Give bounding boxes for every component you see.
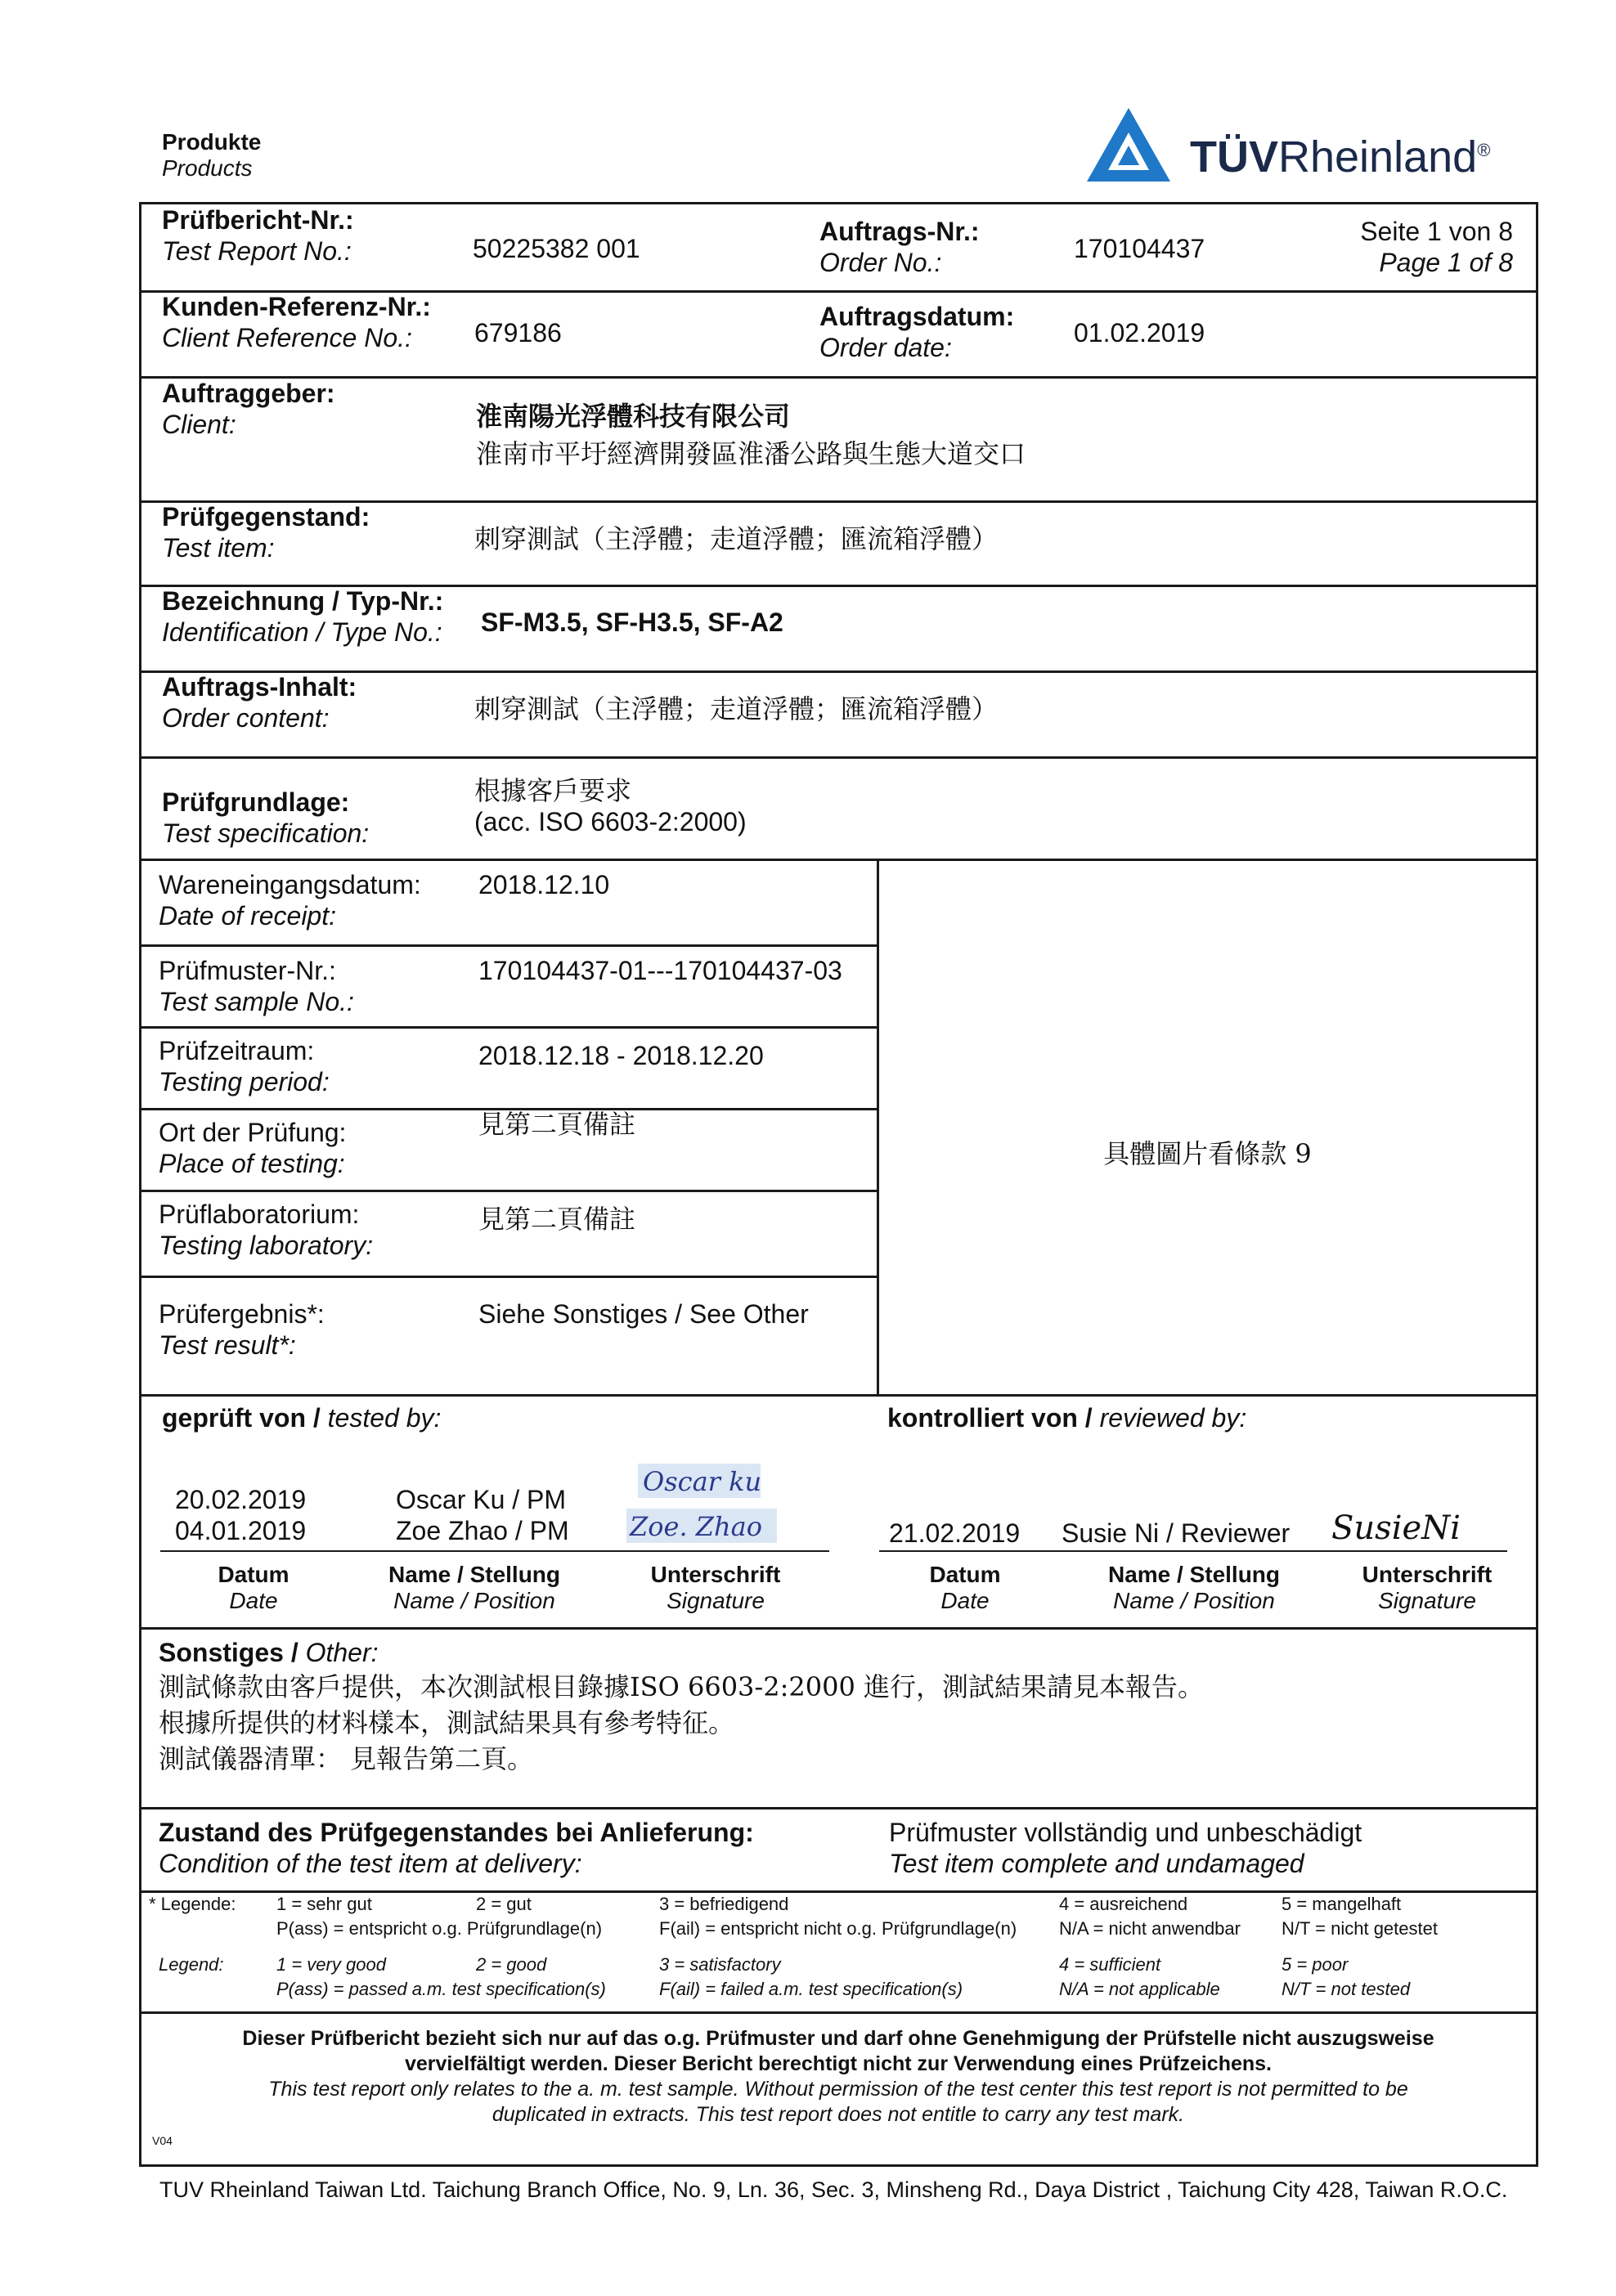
category-en: Products xyxy=(162,155,253,181)
tested-sign-header: Unterschrift Signature xyxy=(650,1562,781,1613)
disclaimer: Dieser Prüfbericht bezieht sich nur auf das o.g. Prüfmuster und darf ohne Genehmigung der Prüfstelle nicht auszugsweise vervielfältigt werden. Dieser Bericht berechtigt nicht zur Verwendung eines Prüfzeichens. This test report only relates to the a. m. test sample. Without permission of the test center this test report is not permitted to be duplicated in extracts. This test report does not entitle to carry any test mark. xyxy=(242,2027,1434,2126)
legend-en-3: 3 = satisfactory xyxy=(659,1954,781,1975)
lab-value: 見第二頁備註 xyxy=(478,1204,636,1235)
legend-de-1: 1 = sehr gut xyxy=(276,1894,372,1914)
client-name: 淮南陽光浮體科技有限公司 xyxy=(476,401,791,432)
legend-de-pass: P(ass) = entspricht o.g. Prüfgrundlage(n) xyxy=(276,1918,603,1939)
test-item-label: Prüfgegenstand: Test item: xyxy=(162,502,370,563)
spec-label: Prüfgrundlage: Test specification: xyxy=(162,787,370,848)
legend-de-3: 3 = befriedigend xyxy=(659,1894,789,1914)
client-ref-value: 679186 xyxy=(474,318,562,348)
sample-no-label: Prüfmuster-Nr.: Test sample No.: xyxy=(159,956,354,1016)
logo-registered: ® xyxy=(1477,140,1491,160)
report-no-value: 50225382 001 xyxy=(473,234,640,263)
legend-de-5: 5 = mangelhaft xyxy=(1282,1894,1402,1914)
products-header xyxy=(162,129,261,182)
legend-de-4: 4 = ausreichend xyxy=(1059,1894,1188,1914)
tested-name-2: Zoe Zhao / PM xyxy=(396,1516,569,1545)
legend-de-na: N/A = nicht anwendbar xyxy=(1059,1918,1241,1939)
legend-en-2: 2 = good xyxy=(476,1954,547,1975)
signature-susie: SusieNi xyxy=(1331,1509,1461,1547)
legend-en-nt: N/T = not tested xyxy=(1282,1979,1411,1999)
logo-text-rheinland: Rheinland xyxy=(1278,132,1478,182)
client-address: 淮南市平圩經濟開發區淮潘公路與生態大道交口 xyxy=(476,438,1026,469)
other-title: Sonstiges / Other: xyxy=(159,1638,379,1667)
reviewed-sign-line xyxy=(879,1550,1507,1552)
reviewed-sign-header: Unterschrift Signature xyxy=(1362,1562,1493,1613)
place-value: 見第二頁備註 xyxy=(478,1109,636,1140)
legend-en-fail: F(ail) = failed a.m. test specification(s) xyxy=(659,1979,963,1999)
condition-value: Prüfmuster vollständig und unbeschädigt Test item complete and undamaged xyxy=(889,1818,1362,1878)
ident-label: Bezeichnung / Typ-Nr.: Identification / Type No.: xyxy=(162,586,444,647)
test-item-value: 刺穿測試（主浮體；走道浮體；匯流箱浮體） xyxy=(474,523,999,554)
tested-sign-line xyxy=(160,1550,829,1552)
other-line-3: 測試儀器清單： 見報告第二頁。 xyxy=(159,1743,534,1774)
reviewed-name-header: Name / Stellung Name / Position xyxy=(1107,1562,1281,1613)
client-ref-label: Kunden-Referenz-Nr.: Client Reference No.: xyxy=(162,292,431,352)
spec-line-2: (acc. ISO 6603-2:2000) xyxy=(474,807,747,836)
legend-en-5: 5 = poor xyxy=(1282,1954,1349,1975)
spec-line-1: 根據客戶要求 xyxy=(474,775,632,806)
content-label: Auftrags-Inhalt: Order content: xyxy=(162,672,357,733)
receipt-value: 2018.12.10 xyxy=(478,870,610,899)
tested-name-header: Name / Stellung Name / Position xyxy=(388,1562,561,1613)
result-value: Siehe Sonstiges / See Other xyxy=(478,1299,809,1329)
order-no-label: Auftrags-Nr.: Order No.: xyxy=(819,217,980,277)
result-label: Prüfergebnis*: Test result*: xyxy=(159,1299,325,1360)
legend-en-1: 1 = very good xyxy=(276,1954,386,1975)
order-no-value: 170104437 xyxy=(1074,234,1205,263)
reviewed-by-title: kontrolliert von / reviewed by: xyxy=(887,1403,1247,1433)
legend-en-pass: P(ass) = passed a.m. test specification(s) xyxy=(276,1979,606,1999)
condition-label: Zustand des Prüfgegenstandes bei Anlieferung: Condition of the test item at delivery: xyxy=(159,1818,754,1878)
report-no-label: Prüfbericht-Nr.: Test Report No.: xyxy=(162,205,354,266)
place-label: Ort der Prüfung: Place of testing: xyxy=(159,1118,347,1178)
page-indicator: Seite 1 von 8 Page 1 of 8 xyxy=(1360,217,1513,277)
tuv-logo xyxy=(1084,105,1542,186)
legend-de-nt: N/T = nicht getestet xyxy=(1282,1918,1438,1939)
legend-en-na: N/A = not applicable xyxy=(1059,1979,1220,1999)
order-date-label: Auftragsdatum: Order date: xyxy=(819,302,1015,362)
category-de: Produkte xyxy=(162,129,262,155)
ident-value: SF-M3.5, SF-H3.5, SF-A2 xyxy=(481,608,783,637)
tested-date-2: 04.01.2019 xyxy=(175,1516,307,1545)
period-label: Prüfzeitraum: Testing period: xyxy=(159,1036,330,1096)
content-value: 刺穿測試（主浮體；走道浮體；匯流箱浮體） xyxy=(474,693,999,724)
legend-en-label: Legend: xyxy=(159,1954,224,1975)
version-label: V04 xyxy=(152,2134,173,2147)
tested-by-title: geprüft von / tested by: xyxy=(162,1403,442,1433)
lab-label: Prüflaboratorium: Testing laboratory: xyxy=(159,1200,374,1260)
logo-text-tuv: TÜV xyxy=(1190,132,1278,182)
photo-note: 具體圖片看條款 9 xyxy=(1103,1138,1312,1169)
tuv-triangle-icon xyxy=(1084,105,1174,186)
reviewed-date: 21.02.2019 xyxy=(889,1518,1021,1548)
reviewed-date-header: Datum Date xyxy=(929,1562,1001,1613)
order-date-value: 01.02.2019 xyxy=(1074,318,1205,348)
client-label: Auftraggeber: Client: xyxy=(162,379,335,439)
reviewed-name: Susie Ni / Reviewer xyxy=(1062,1518,1291,1548)
tested-date-header: Datum Date xyxy=(218,1562,290,1613)
signature-zoe-text: Zoe. Zhao xyxy=(630,1511,762,1542)
legend-de-fail: F(ail) = entspricht nicht o.g. Prüfgrundlage(n) xyxy=(659,1918,1017,1939)
period-value: 2018.12.18 - 2018.12.20 xyxy=(478,1041,764,1070)
legend-en-4: 4 = sufficient xyxy=(1059,1954,1161,1975)
other-line-2: 根據所提供的材料樣本，測試結果具有參考特征。 xyxy=(159,1707,735,1738)
legend-de-2: 2 = gut xyxy=(476,1894,532,1914)
tested-name-1: Oscar Ku / PM xyxy=(396,1485,567,1514)
tested-date-1: 20.02.2019 xyxy=(175,1485,307,1514)
other-line-1: 測試條款由客戶提供，本次測試根目錄據ISO 6603-2:2000 進行，測試結果請見本報告。 xyxy=(159,1671,1204,1702)
signature-oscar-text: Oscar ku xyxy=(643,1466,762,1497)
legend-de-label: * Legende: xyxy=(149,1894,236,1914)
receipt-label: Wareneingangsdatum: Date of receipt: xyxy=(159,870,421,931)
sample-no-value: 170104437-01---170104437-03 xyxy=(478,956,842,985)
footer-address: TUV Rheinland Taiwan Ltd. Taichung Branch Office, No. 9, Ln. 36, Sec. 3, Minsheng Rd., Daya District , Taichung City 428, Taiwan R.O.C. xyxy=(159,2177,1508,2202)
